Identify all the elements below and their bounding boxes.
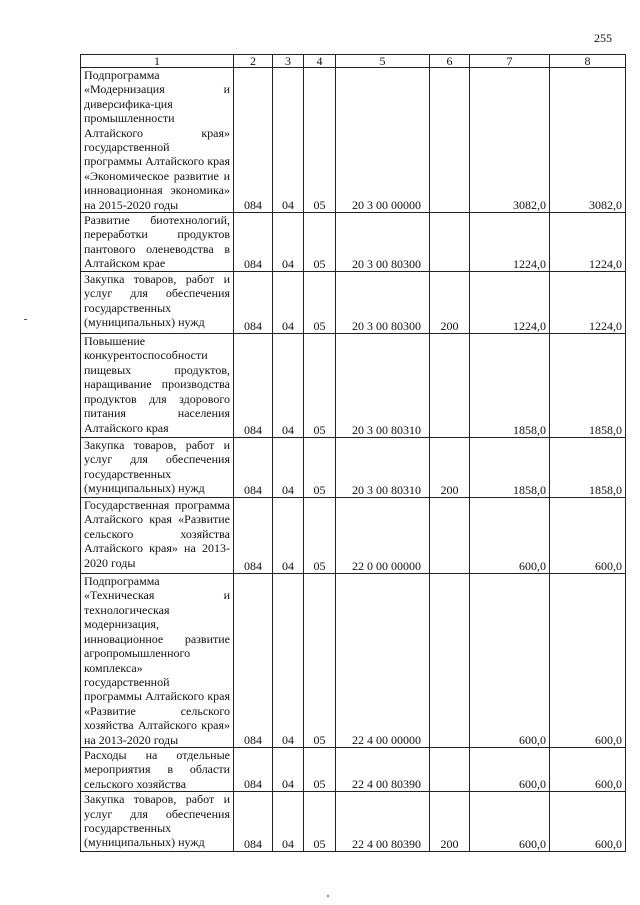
amount-col8: 1858,0 <box>550 438 626 498</box>
budget-table <box>80 54 626 852</box>
table-row <box>81 213 626 272</box>
section-code: 04 <box>273 574 304 748</box>
target-code: 22 4 00 80390 <box>336 792 430 852</box>
header-col-5: 5 <box>336 55 430 68</box>
target-code: 22 0 00 00000 <box>336 498 430 574</box>
row-name: Закупка товаров, работ и услуг для обеспечения государственных (муниципальных) нужд <box>81 792 234 852</box>
subsection-code: 05 <box>304 334 336 438</box>
expense-type <box>430 334 470 438</box>
row-name: Расходы на отдельные мероприятия в области сельского хозяйства <box>81 747 234 791</box>
amount-col8: 600,0 <box>550 747 626 791</box>
amount-col7: 1858,0 <box>470 334 550 438</box>
target-code: 20 3 00 80310 <box>336 438 430 498</box>
subsection-code: 05 <box>304 213 336 272</box>
row-name: Развитие биотехнологий, переработки продуктов пантового оленеводства в Алтайском крае <box>81 213 234 272</box>
row-name: Закупка товаров, работ и услуг для обеспечения государственных (муниципальных) нужд <box>81 272 234 334</box>
ministry-code: 084 <box>234 438 273 498</box>
section-code: 04 <box>273 792 304 852</box>
ministry-code: 084 <box>234 747 273 791</box>
header-row <box>81 55 626 68</box>
amount-col7: 1224,0 <box>470 213 550 272</box>
expense-type <box>430 747 470 791</box>
scan-mark <box>24 319 27 320</box>
table-row <box>81 498 626 574</box>
expense-type <box>430 213 470 272</box>
section-code: 04 <box>273 213 304 272</box>
target-code: 22 4 00 80390 <box>336 747 430 791</box>
amount-col7: 600,0 <box>470 747 550 791</box>
amount-col7: 600,0 <box>470 574 550 748</box>
target-code: 20 3 00 80300 <box>336 213 430 272</box>
target-code: 22 4 00 00000 <box>336 574 430 748</box>
scan-dot <box>327 895 329 897</box>
amount-col8: 1224,0 <box>550 272 626 334</box>
row-name: Подпрограмма «Модернизация и диверсифика-ция промышленности Алтайского края» государственной программы Алтайского края «Экономическое развитие и инновационная экономика» на 2015-2020 годы <box>81 68 234 213</box>
amount-col8: 1224,0 <box>550 213 626 272</box>
table-row <box>81 68 626 213</box>
amount-col7: 1224,0 <box>470 272 550 334</box>
expense-type: 200 <box>430 438 470 498</box>
section-code: 04 <box>273 334 304 438</box>
ministry-code: 084 <box>234 334 273 438</box>
ministry-code: 084 <box>234 213 273 272</box>
ministry-code: 084 <box>234 68 273 213</box>
header-col-1: 1 <box>81 55 234 68</box>
target-code: 20 3 00 80300 <box>336 272 430 334</box>
header-col-3: 3 <box>273 55 304 68</box>
amount-col8: 1858,0 <box>550 334 626 438</box>
header-col-2: 2 <box>234 55 273 68</box>
row-name: Подпрограмма «Техническая и технологическая модернизация, инновационное развитие агропромышленного комплекса» государственной программы Алтайского края «Развитие сельского хозяйства Алтайского края» на 2013-2020 годы <box>81 574 234 748</box>
amount-col8: 600,0 <box>550 792 626 852</box>
ministry-code: 084 <box>234 498 273 574</box>
amount-col7: 600,0 <box>470 792 550 852</box>
subsection-code: 05 <box>304 68 336 213</box>
table-row <box>81 574 626 748</box>
amount-col7: 3082,0 <box>470 68 550 213</box>
subsection-code: 05 <box>304 747 336 791</box>
amount-col8: 600,0 <box>550 574 626 748</box>
amount-col7: 1858,0 <box>470 438 550 498</box>
expense-type <box>430 574 470 748</box>
section-code: 04 <box>273 498 304 574</box>
table-row <box>81 792 626 852</box>
table-row <box>81 272 626 334</box>
row-name: Повышение конкурентоспособности пищевых продуктов, наращивание производства продуктов для здорового питания населения Алтайского края <box>81 334 234 438</box>
table-row <box>81 334 626 438</box>
header-col-8: 8 <box>550 55 626 68</box>
amount-col8: 3082,0 <box>550 68 626 213</box>
expense-type: 200 <box>430 272 470 334</box>
table-row <box>81 438 626 498</box>
ministry-code: 084 <box>234 792 273 852</box>
expense-type: 200 <box>430 792 470 852</box>
table-row <box>81 747 626 791</box>
subsection-code: 05 <box>304 498 336 574</box>
subsection-code: 05 <box>304 792 336 852</box>
expense-type <box>430 68 470 213</box>
amount-col7: 600,0 <box>470 498 550 574</box>
subsection-code: 05 <box>304 272 336 334</box>
header-col-7: 7 <box>470 55 550 68</box>
row-name: Закупка товаров, работ и услуг для обеспечения государственных (муниципальных) нужд <box>81 438 234 498</box>
ministry-code: 084 <box>234 272 273 334</box>
page-number: 255 <box>594 31 612 45</box>
subsection-code: 05 <box>304 438 336 498</box>
ministry-code: 084 <box>234 574 273 748</box>
section-code: 04 <box>273 747 304 791</box>
header-col-6: 6 <box>430 55 470 68</box>
subsection-code: 05 <box>304 574 336 748</box>
section-code: 04 <box>273 272 304 334</box>
target-code: 20 3 00 00000 <box>336 68 430 213</box>
section-code: 04 <box>273 438 304 498</box>
section-code: 04 <box>273 68 304 213</box>
target-code: 20 3 00 80310 <box>336 334 430 438</box>
amount-col8: 600,0 <box>550 498 626 574</box>
expense-type <box>430 498 470 574</box>
header-col-4: 4 <box>304 55 336 68</box>
row-name: Государственная программа Алтайского края «Развитие сельского хозяйства Алтайского края» на 2013-2020 годы <box>81 498 234 574</box>
